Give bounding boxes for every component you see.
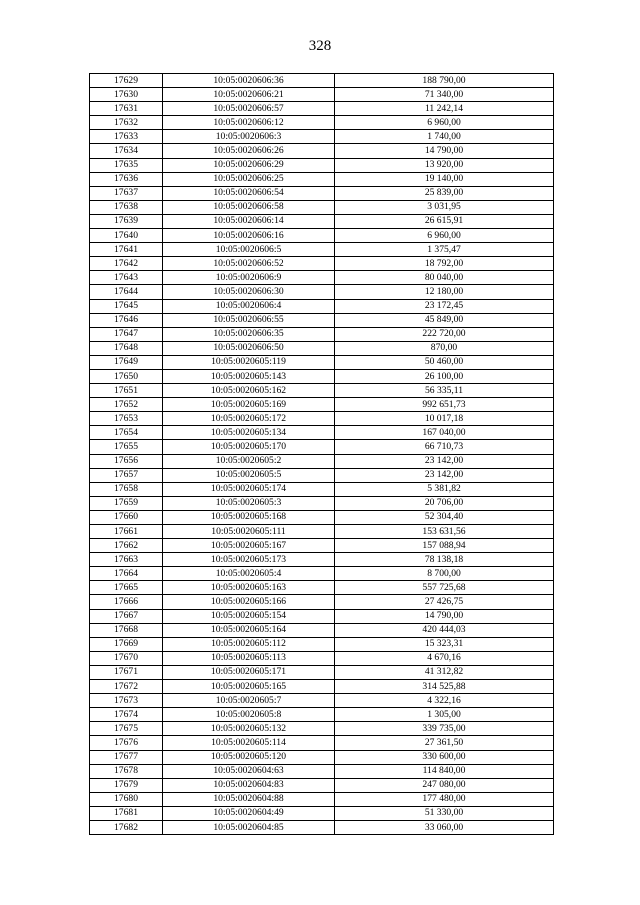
value-cell: 339 735,00 xyxy=(335,722,554,736)
cadastral-number-cell: 10:05:0020606:55 xyxy=(163,313,335,327)
value-cell: 14 790,00 xyxy=(335,144,554,158)
row-number-cell: 17681 xyxy=(90,806,163,820)
row-number-cell: 17660 xyxy=(90,510,163,524)
cadastral-number-cell: 10:05:0020605:3 xyxy=(163,496,335,510)
table-row xyxy=(90,243,554,257)
row-number-cell: 17634 xyxy=(90,144,163,158)
cadastral-number-cell: 10:05:0020606:36 xyxy=(163,74,335,88)
value-cell: 27 426,75 xyxy=(335,595,554,609)
value-cell: 50 460,00 xyxy=(335,355,554,369)
table-row xyxy=(90,74,554,88)
cadastral-number-cell: 10:05:0020605:113 xyxy=(163,651,335,665)
table-row xyxy=(90,355,554,369)
cadastral-number-cell: 10:05:0020605:143 xyxy=(163,369,335,383)
table-row xyxy=(90,454,554,468)
cadastral-number-cell: 10:05:0020606:16 xyxy=(163,229,335,243)
table-row xyxy=(90,764,554,778)
value-cell: 18 792,00 xyxy=(335,257,554,271)
row-number-cell: 17647 xyxy=(90,327,163,341)
value-cell: 52 304,40 xyxy=(335,510,554,524)
row-number-cell: 17631 xyxy=(90,102,163,116)
cadastral-number-cell: 10:05:0020605:114 xyxy=(163,736,335,750)
row-number-cell: 17653 xyxy=(90,412,163,426)
cadastral-number-cell: 10:05:0020606:50 xyxy=(163,341,335,355)
value-cell: 330 600,00 xyxy=(335,750,554,764)
value-cell: 14 790,00 xyxy=(335,609,554,623)
row-number-cell: 17651 xyxy=(90,384,163,398)
cadastral-number-cell: 10:05:0020605:169 xyxy=(163,398,335,412)
row-number-cell: 17646 xyxy=(90,313,163,327)
row-number-cell: 17635 xyxy=(90,158,163,172)
table-row xyxy=(90,708,554,722)
value-cell: 80 040,00 xyxy=(335,271,554,285)
row-number-cell: 17661 xyxy=(90,525,163,539)
row-number-cell: 17677 xyxy=(90,750,163,764)
row-number-cell: 17664 xyxy=(90,567,163,581)
table-row xyxy=(90,806,554,820)
table-row xyxy=(90,722,554,736)
table-row xyxy=(90,102,554,116)
cadastral-number-cell: 10:05:0020605:168 xyxy=(163,510,335,524)
cadastral-number-cell: 10:05:0020606:30 xyxy=(163,285,335,299)
row-number-cell: 17680 xyxy=(90,792,163,806)
cadastral-number-cell: 10:05:0020605:2 xyxy=(163,454,335,468)
registry-table-body xyxy=(90,74,554,835)
table-row xyxy=(90,257,554,271)
row-number-cell: 17655 xyxy=(90,440,163,454)
value-cell: 1 740,00 xyxy=(335,130,554,144)
table-row xyxy=(90,820,554,834)
value-cell: 78 138,18 xyxy=(335,553,554,567)
row-number-cell: 17663 xyxy=(90,553,163,567)
cadastral-number-cell: 10:05:0020606:26 xyxy=(163,144,335,158)
table-row xyxy=(90,496,554,510)
table-row xyxy=(90,482,554,496)
table-row xyxy=(90,694,554,708)
row-number-cell: 17632 xyxy=(90,116,163,130)
cadastral-number-cell: 10:05:0020606:9 xyxy=(163,271,335,285)
cadastral-number-cell: 10:05:0020605:166 xyxy=(163,595,335,609)
row-number-cell: 17665 xyxy=(90,581,163,595)
table-row xyxy=(90,341,554,355)
table-row xyxy=(90,200,554,214)
row-number-cell: 17666 xyxy=(90,595,163,609)
value-cell: 157 088,94 xyxy=(335,539,554,553)
row-number-cell: 17659 xyxy=(90,496,163,510)
table-row xyxy=(90,426,554,440)
table-row xyxy=(90,539,554,553)
table-row xyxy=(90,440,554,454)
page-number: 328 xyxy=(308,38,332,54)
table-row xyxy=(90,595,554,609)
table-row xyxy=(90,468,554,482)
row-number-cell: 17644 xyxy=(90,285,163,299)
cadastral-number-cell: 10:05:0020606:35 xyxy=(163,327,335,341)
table-row xyxy=(90,299,554,313)
row-number-cell: 17657 xyxy=(90,468,163,482)
row-number-cell: 17679 xyxy=(90,778,163,792)
value-cell: 27 361,50 xyxy=(335,736,554,750)
row-number-cell: 17668 xyxy=(90,623,163,637)
cadastral-number-cell: 10:05:0020604:83 xyxy=(163,778,335,792)
value-cell: 188 790,00 xyxy=(335,74,554,88)
table-row xyxy=(90,313,554,327)
value-cell: 12 180,00 xyxy=(335,285,554,299)
cadastral-number-cell: 10:05:0020604:63 xyxy=(163,764,335,778)
value-cell: 23 142,00 xyxy=(335,454,554,468)
value-cell: 6 960,00 xyxy=(335,116,554,130)
value-cell: 1 375,47 xyxy=(335,243,554,257)
cadastral-number-cell: 10:05:0020605:171 xyxy=(163,665,335,679)
value-cell: 26 100,00 xyxy=(335,369,554,383)
table-row xyxy=(90,229,554,243)
cadastral-number-cell: 10:05:0020604:85 xyxy=(163,820,335,834)
value-cell: 4 322,16 xyxy=(335,694,554,708)
value-cell: 153 631,56 xyxy=(335,525,554,539)
cadastral-number-cell: 10:05:0020605:120 xyxy=(163,750,335,764)
table-row xyxy=(90,778,554,792)
value-cell: 19 140,00 xyxy=(335,172,554,186)
cadastral-number-cell: 10:05:0020605:119 xyxy=(163,355,335,369)
cadastral-number-cell: 10:05:0020605:5 xyxy=(163,468,335,482)
row-number-cell: 17641 xyxy=(90,243,163,257)
table-row xyxy=(90,623,554,637)
table-row xyxy=(90,553,554,567)
row-number-cell: 17630 xyxy=(90,88,163,102)
value-cell: 20 706,00 xyxy=(335,496,554,510)
cadastral-number-cell: 10:05:0020605:4 xyxy=(163,567,335,581)
cadastral-number-cell: 10:05:0020605:112 xyxy=(163,637,335,651)
value-cell: 25 839,00 xyxy=(335,186,554,200)
cadastral-number-cell: 10:05:0020605:163 xyxy=(163,581,335,595)
cadastral-number-cell: 10:05:0020605:111 xyxy=(163,525,335,539)
table-row xyxy=(90,412,554,426)
row-number-cell: 17676 xyxy=(90,736,163,750)
row-number-cell: 17639 xyxy=(90,214,163,228)
cadastral-number-cell: 10:05:0020605:134 xyxy=(163,426,335,440)
row-number-cell: 17642 xyxy=(90,257,163,271)
value-cell: 26 615,91 xyxy=(335,214,554,228)
table-row xyxy=(90,214,554,228)
row-number-cell: 17654 xyxy=(90,426,163,440)
row-number-cell: 17638 xyxy=(90,200,163,214)
value-cell: 3 031,95 xyxy=(335,200,554,214)
value-cell: 66 710,73 xyxy=(335,440,554,454)
value-cell: 6 960,00 xyxy=(335,229,554,243)
cadastral-number-cell: 10:05:0020605:164 xyxy=(163,623,335,637)
cadastral-number-cell: 10:05:0020605:154 xyxy=(163,609,335,623)
table-row xyxy=(90,665,554,679)
cadastral-number-cell: 10:05:0020606:4 xyxy=(163,299,335,313)
value-cell: 51 330,00 xyxy=(335,806,554,820)
table-row xyxy=(90,172,554,186)
row-number-cell: 17682 xyxy=(90,820,163,834)
value-cell: 557 725,68 xyxy=(335,581,554,595)
cadastral-number-cell: 10:05:0020605:8 xyxy=(163,708,335,722)
table-row xyxy=(90,384,554,398)
value-cell: 23 172,45 xyxy=(335,299,554,313)
table-row xyxy=(90,158,554,172)
cadastral-number-cell: 10:05:0020605:173 xyxy=(163,553,335,567)
value-cell: 8 700,00 xyxy=(335,567,554,581)
cadastral-number-cell: 10:05:0020604:88 xyxy=(163,792,335,806)
cadastral-number-cell: 10:05:0020606:5 xyxy=(163,243,335,257)
row-number-cell: 17671 xyxy=(90,665,163,679)
table-row xyxy=(90,186,554,200)
row-number-cell: 17673 xyxy=(90,694,163,708)
value-cell: 5 381,82 xyxy=(335,482,554,496)
cadastral-number-cell: 10:05:0020606:58 xyxy=(163,200,335,214)
row-number-cell: 17650 xyxy=(90,369,163,383)
value-cell: 41 312,82 xyxy=(335,665,554,679)
table-row xyxy=(90,130,554,144)
value-cell: 992 651,73 xyxy=(335,398,554,412)
table-row xyxy=(90,369,554,383)
table-row xyxy=(90,680,554,694)
value-cell: 23 142,00 xyxy=(335,468,554,482)
cadastral-number-cell: 10:05:0020606:25 xyxy=(163,172,335,186)
cadastral-number-cell: 10:05:0020605:174 xyxy=(163,482,335,496)
value-cell: 1 305,00 xyxy=(335,708,554,722)
cadastral-number-cell: 10:05:0020605:165 xyxy=(163,680,335,694)
table-row xyxy=(90,510,554,524)
cadastral-number-cell: 10:05:0020606:21 xyxy=(163,88,335,102)
row-number-cell: 17672 xyxy=(90,680,163,694)
cadastral-number-cell: 10:05:0020605:167 xyxy=(163,539,335,553)
row-number-cell: 17670 xyxy=(90,651,163,665)
table-row xyxy=(90,285,554,299)
table-row xyxy=(90,88,554,102)
cadastral-number-cell: 10:05:0020606:54 xyxy=(163,186,335,200)
cadastral-number-cell: 10:05:0020606:14 xyxy=(163,214,335,228)
row-number-cell: 17633 xyxy=(90,130,163,144)
row-number-cell: 17669 xyxy=(90,637,163,651)
table-row xyxy=(90,116,554,130)
row-number-cell: 17667 xyxy=(90,609,163,623)
value-cell: 420 444,03 xyxy=(335,623,554,637)
row-number-cell: 17675 xyxy=(90,722,163,736)
value-cell: 15 323,31 xyxy=(335,637,554,651)
table-row xyxy=(90,750,554,764)
cadastral-number-cell: 10:05:0020605:132 xyxy=(163,722,335,736)
table-row xyxy=(90,567,554,581)
value-cell: 177 480,00 xyxy=(335,792,554,806)
value-cell: 56 335,11 xyxy=(335,384,554,398)
cadastral-number-cell: 10:05:0020606:3 xyxy=(163,130,335,144)
table-row xyxy=(90,651,554,665)
row-number-cell: 17652 xyxy=(90,398,163,412)
table-row xyxy=(90,637,554,651)
value-cell: 13 920,00 xyxy=(335,158,554,172)
value-cell: 71 340,00 xyxy=(335,88,554,102)
value-cell: 33 060,00 xyxy=(335,820,554,834)
row-number-cell: 17637 xyxy=(90,186,163,200)
value-cell: 222 720,00 xyxy=(335,327,554,341)
cadastral-number-cell: 10:05:0020606:29 xyxy=(163,158,335,172)
row-number-cell: 17678 xyxy=(90,764,163,778)
table-row xyxy=(90,609,554,623)
table-row xyxy=(90,525,554,539)
row-number-cell: 17658 xyxy=(90,482,163,496)
cadastral-number-cell: 10:05:0020605:162 xyxy=(163,384,335,398)
value-cell: 4 670,16 xyxy=(335,651,554,665)
table-row xyxy=(90,398,554,412)
row-number-cell: 17662 xyxy=(90,539,163,553)
value-cell: 114 840,00 xyxy=(335,764,554,778)
value-cell: 45 849,00 xyxy=(335,313,554,327)
row-number-cell: 17674 xyxy=(90,708,163,722)
cadastral-number-cell: 10:05:0020606:57 xyxy=(163,102,335,116)
row-number-cell: 17656 xyxy=(90,454,163,468)
cadastral-number-cell: 10:05:0020605:7 xyxy=(163,694,335,708)
row-number-cell: 17629 xyxy=(90,74,163,88)
cadastral-number-cell: 10:05:0020605:170 xyxy=(163,440,335,454)
table-row xyxy=(90,327,554,341)
value-cell: 314 525,88 xyxy=(335,680,554,694)
value-cell: 247 080,00 xyxy=(335,778,554,792)
table-row xyxy=(90,792,554,806)
row-number-cell: 17645 xyxy=(90,299,163,313)
value-cell: 167 040,00 xyxy=(335,426,554,440)
row-number-cell: 17649 xyxy=(90,355,163,369)
registry-table xyxy=(89,73,554,835)
table-row xyxy=(90,581,554,595)
table-row xyxy=(90,144,554,158)
row-number-cell: 17648 xyxy=(90,341,163,355)
value-cell: 870,00 xyxy=(335,341,554,355)
row-number-cell: 17643 xyxy=(90,271,163,285)
cadastral-number-cell: 10:05:0020606:52 xyxy=(163,257,335,271)
table-row xyxy=(90,736,554,750)
value-cell: 11 242,14 xyxy=(335,102,554,116)
value-cell: 10 017,18 xyxy=(335,412,554,426)
row-number-cell: 17636 xyxy=(90,172,163,186)
cadastral-number-cell: 10:05:0020604:49 xyxy=(163,806,335,820)
table-row xyxy=(90,271,554,285)
cadastral-number-cell: 10:05:0020606:12 xyxy=(163,116,335,130)
row-number-cell: 17640 xyxy=(90,229,163,243)
cadastral-number-cell: 10:05:0020605:172 xyxy=(163,412,335,426)
